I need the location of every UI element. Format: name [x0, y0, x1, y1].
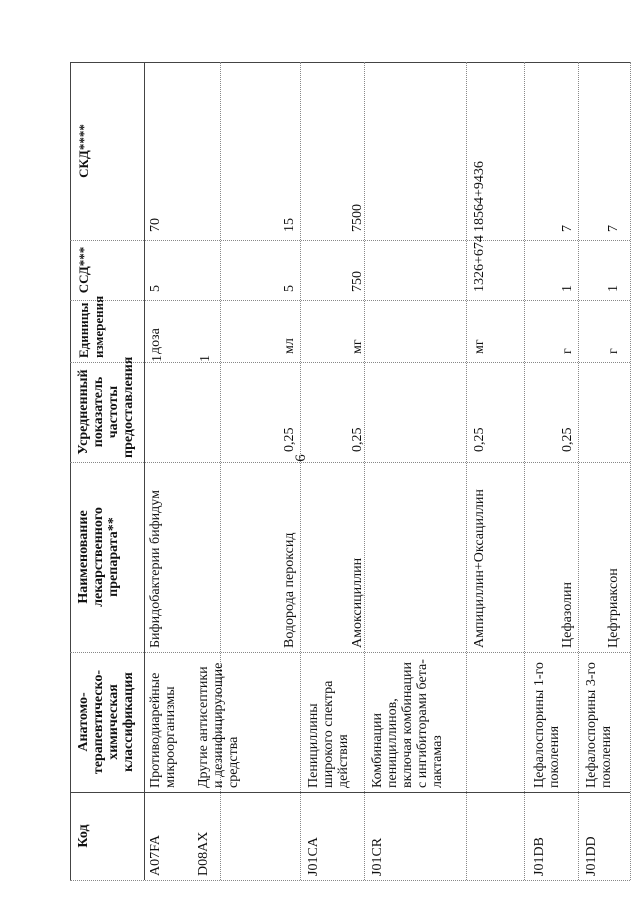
- table-rule: [466, 62, 467, 880]
- header-unit: Единицы измерения: [76, 295, 106, 358]
- cell-drug: Ампициллин+Оксациллин: [472, 489, 487, 648]
- cell-skd: 70: [148, 218, 163, 232]
- header-code: Код: [76, 824, 91, 848]
- cell-unit: доза: [148, 328, 163, 354]
- cell-code: J01CA: [306, 837, 321, 876]
- table-rule: [70, 462, 630, 463]
- cell-atc: Цефалоспорины 1-го поколения: [532, 662, 562, 788]
- cell-unit: мг: [472, 339, 487, 354]
- cell-skd: 7: [606, 225, 621, 232]
- table-rule: [144, 62, 145, 880]
- header-skd: СКД****: [76, 124, 91, 178]
- page-number: 6: [293, 454, 309, 462]
- cell-atc: Комбинации пенициллинов, включая комбинации с ингибиторами бета-лактамаз: [370, 659, 445, 788]
- cell-code: J01DB: [532, 837, 547, 876]
- table-rule: [578, 62, 579, 880]
- table-rule: [70, 652, 630, 653]
- cell-drug: Водорода пероксид: [282, 532, 297, 648]
- cell-code: J01CR: [370, 837, 385, 876]
- cell-ssd: 750: [350, 271, 365, 292]
- cell-unit: г: [560, 348, 575, 354]
- cell-ssd: 1: [606, 285, 621, 292]
- table-rule: [70, 62, 71, 880]
- cell-ssd: 1326+674: [472, 235, 487, 292]
- cell-drug: Бифидобактерии бифидум: [148, 490, 163, 648]
- cell-atc: Пенициллины широкого спектра действия: [306, 680, 351, 788]
- cell-unit: мл: [282, 338, 297, 354]
- cell-code: A07FA: [148, 835, 163, 876]
- cell-skd: 15: [282, 218, 297, 232]
- cell-code: D08AX: [196, 831, 211, 876]
- cell-freq: 1: [150, 355, 165, 362]
- drug-table: [70, 62, 630, 880]
- cell-skd: 7500: [350, 204, 365, 232]
- cell-drug: Цефазолин: [560, 581, 575, 648]
- cell-skd: 18564+9436: [472, 161, 487, 232]
- cell-atc: Противодиарейные микроорганизмы: [148, 672, 178, 788]
- table-rule: [630, 62, 631, 880]
- table-rule: [70, 880, 630, 881]
- cell-freq: 0,25: [350, 427, 365, 452]
- cell-skd: 7: [560, 225, 575, 232]
- cell-ssd: 5: [148, 285, 163, 292]
- header-drug: Наименование лекарственного препарата**: [76, 507, 121, 607]
- cell-freq: 1: [198, 355, 213, 362]
- cell-freq: 0,25: [472, 427, 487, 452]
- cell-freq: 0,25: [282, 427, 297, 452]
- cell-ssd: 1: [560, 285, 575, 292]
- header-ssd: ССД***: [76, 246, 91, 294]
- table-rule: [70, 792, 630, 793]
- header-freq: Усредненный показатель частоты предоставления: [76, 356, 136, 458]
- cell-code: J01DD: [584, 836, 599, 876]
- cell-atc: Другие антисептики и дезинфицирующие средства: [196, 662, 241, 788]
- cell-drug: Амоксициллин: [350, 557, 365, 648]
- cell-unit: г: [606, 348, 621, 354]
- table-rule: [300, 62, 301, 880]
- cell-unit: мг: [350, 339, 365, 354]
- cell-freq: 0,25: [560, 427, 575, 452]
- cell-drug: Цефтриаксон: [606, 568, 621, 648]
- table-rule: [524, 62, 525, 880]
- header-atc: Анатомо-терапевтическо-химическая классификация: [76, 669, 136, 775]
- cell-ssd: 5: [282, 285, 297, 292]
- cell-atc: Цефалоспорины 3-го поколения: [584, 662, 614, 788]
